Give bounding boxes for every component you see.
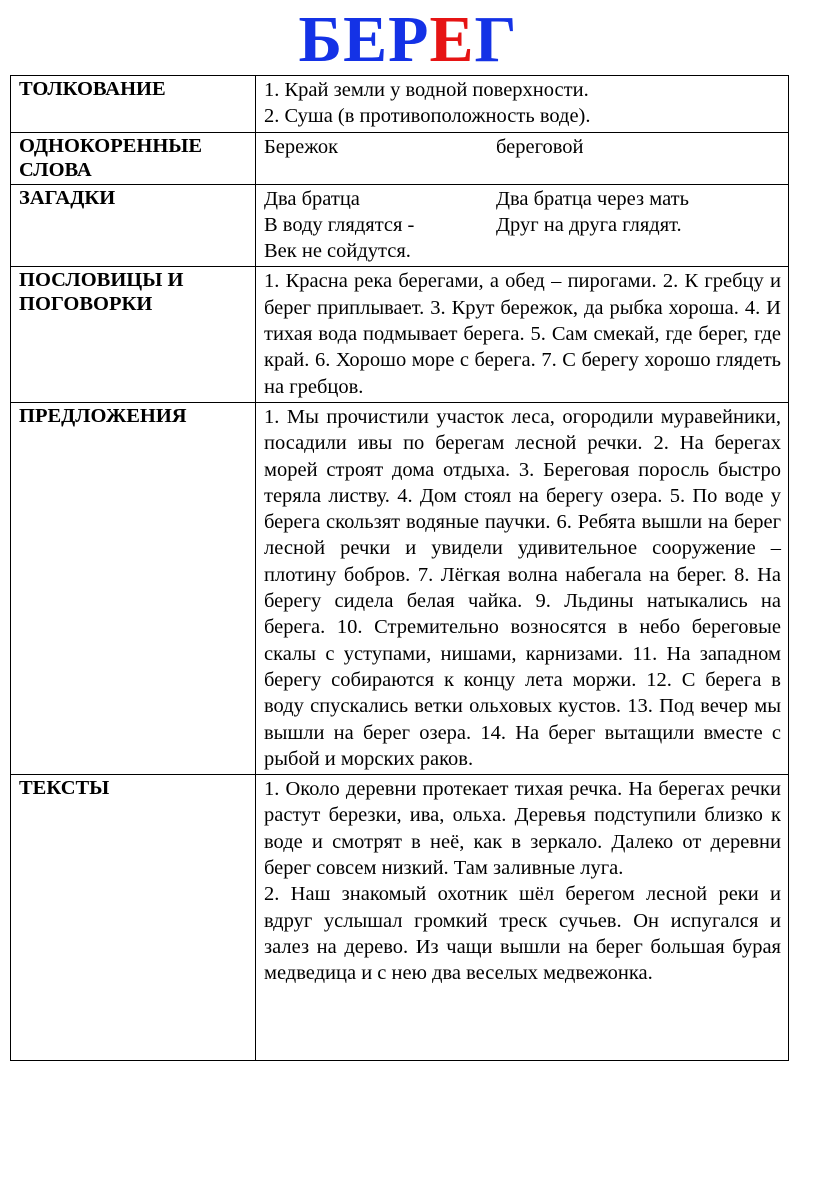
label-proverbs: ПОСЛОВИЦЫ И ПОГОВОРКИ (11, 267, 256, 402)
row-proverbs (11, 267, 789, 402)
text-paragraph-1: 1. Около деревни протекает тихая речка. На берегах речки растут березки, ива, ольха. Деревья подступили близко к воде и смотрят в неё, как в зеркало. Далеко от деревни берег совсем низкий. Там заливные луга. (264, 778, 781, 880)
riddle-1-line-1: Два братца (264, 187, 360, 210)
title-part-blue-end: Г (474, 3, 518, 76)
row-riddles (11, 184, 789, 267)
page-title (0, 4, 816, 76)
content-interpretation (256, 76, 789, 133)
title-part-red: Е (429, 3, 475, 76)
row-cognates (11, 132, 789, 184)
label-cognates: ОДНОКОРЕННЫЕ СЛОВА (11, 132, 256, 184)
riddle-1-line-3: Век не сойдутся. (264, 240, 411, 263)
riddle-line-3 (264, 238, 781, 264)
content-riddles (256, 184, 789, 267)
content-cognates (256, 132, 789, 184)
title-part-blue: БЕР (298, 3, 430, 76)
label-riddles: ЗАГАДКИ (11, 184, 256, 267)
riddle-line-2 (264, 212, 781, 238)
riddle-line-1 (264, 186, 781, 212)
content-sentences: 1. Мы прочистили участок леса, огородили муравейники, посадили ивы по берегам лесной речки. 2. На берегах морей строят дома отдыха. 3. Береговая поросль быстро теряла листву. 4. Дом стоял на берегу озера. 5. По воде у берега скользят водяные паучки. 6. Ребята вышли на берег лесной речки и увидели удивительное сооружение – плотину бобров. 7. Лёгкая волна набегала на берег. 8. На берегу сидела белая чайка. 9. Льдины натыкались на берега. 10. Стремительно возносятся в небо береговые скалы с уступами, нишами, карнизами. 11. На западном берегу собираются к концу лета моржи. 12. С берега в воду спускались ветки ольховых кустов. 13. Под вечер мы вышли на берег озера. 14. На берег вытащили вместе с рыбой и морских раков. (256, 402, 789, 774)
cognate-word-2: береговой (496, 135, 584, 158)
interpretation-line-2: 2. Суша (в противоположность воде). (264, 105, 591, 128)
riddle-1-line-2: В воду глядятся - (264, 213, 415, 236)
cognate-word-1: Бережок (264, 135, 339, 158)
cognates-words (264, 134, 781, 160)
content-proverbs: 1. Красна река берегами, а обед – пирогами. 2. К гребцу и берег приплывает. 3. Крут бережок, да рыбка хороша. 4. И тихая вода подмывает берега. 5. Сам смекай, где берег, где край. 6. Хорошо море с берега. 7. С берегу хорошо глядеть на гребцов. (256, 267, 789, 402)
interpretation-line-1: 1. Край земли у водной поверхности. (264, 79, 589, 101)
row-interpretation (11, 76, 789, 133)
riddle-2-line-2: Друг на друга глядят. (496, 213, 682, 236)
row-texts (11, 775, 789, 1061)
text-paragraph-2: 2. Наш знакомый охотник шёл берегом лесной реки и вдруг услышал громкий треск сучьев. Он испугался и залез на дерево. Из чащи вышли на берег большая бурая медведица и с нею два веселых медвежонка. (264, 883, 781, 985)
label-sentences: ПРЕДЛОЖЕНИЯ (11, 402, 256, 774)
label-interpretation: ТОЛКОВАНИЕ (11, 76, 256, 133)
row-sentences (11, 402, 789, 774)
word-table (10, 75, 789, 1061)
label-texts: ТЕКСТЫ (11, 775, 256, 1061)
riddle-2-line-1: Два братца через мать (496, 187, 689, 210)
content-texts (256, 775, 789, 1061)
